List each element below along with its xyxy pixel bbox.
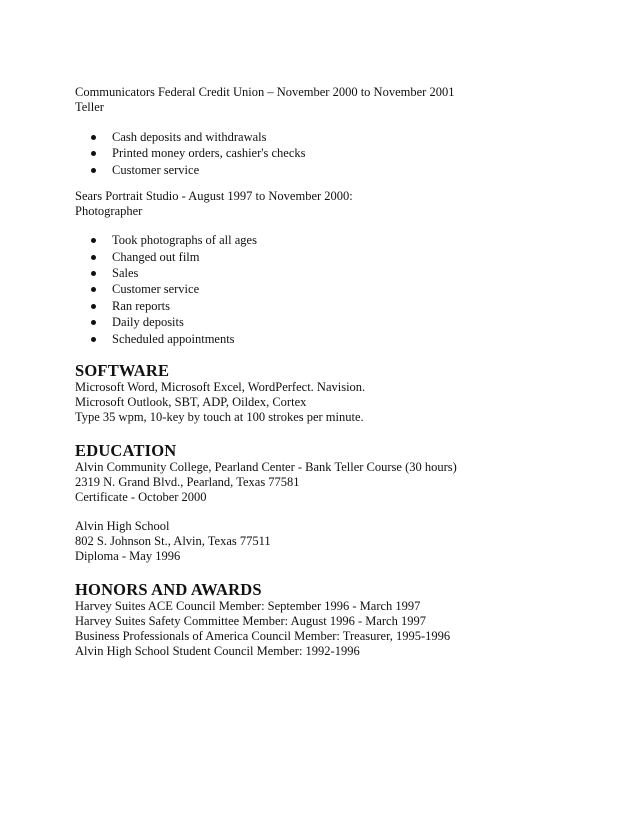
honors-section: [75, 581, 595, 659]
list-item: Daily deposits: [75, 314, 595, 330]
school-credential: Diploma - May 1996: [75, 548, 181, 563]
section-heading-education: EDUCATION: [75, 440, 177, 460]
bullet-icon: [91, 255, 96, 260]
honor-line: Harvey Suites Safety Committee Member: August 1996 - March 1997: [75, 613, 426, 628]
list-item: Changed out film: [75, 249, 595, 265]
list-item: Customer service: [75, 281, 595, 297]
honor-line: Harvey Suites ACE Council Member: September 1996 - March 1997: [75, 598, 421, 613]
list-item: Sales: [75, 265, 595, 281]
job-title: Teller: [75, 100, 104, 114]
job-duties-list: [75, 129, 595, 178]
software-line: Microsoft Outlook, SBT, ADP, Oildex, Cortex: [75, 394, 307, 409]
job-entry-sears: [75, 189, 595, 347]
bullet-icon: [91, 287, 96, 292]
bullet-icon: [91, 337, 96, 342]
honor-line: Business Professionals of America Council Member: Treasurer, 1995-1996: [75, 628, 451, 643]
section-heading-honors: HONORS AND AWARDS: [75, 579, 262, 599]
list-item: Printed money orders, cashier's checks: [75, 145, 595, 161]
school-address: 802 S. Johnson St., Alvin, Texas 77511: [75, 533, 271, 548]
software-section: [75, 362, 595, 425]
software-line: Microsoft Word, Microsoft Excel, WordPerfect. Navision.: [75, 379, 366, 394]
school-name: Alvin Community College, Pearland Center - Bank Teller Course (30 hours): [75, 459, 457, 474]
job-title: Photographer: [75, 204, 143, 219]
school-credential: Certificate - October 2000: [75, 489, 207, 504]
bullet-icon: [91, 238, 96, 243]
bullet-icon: [91, 320, 96, 325]
job-heading: Sears Portrait Studio - August 1997 to November 2000:: [75, 189, 353, 204]
list-item: Scheduled appointments: [75, 331, 595, 347]
resume-page: [75, 85, 595, 659]
bullet-icon: [91, 135, 96, 140]
job-heading: Communicators Federal Credit Union – November 2000 to November 2001: [75, 85, 455, 99]
education-section: [75, 442, 595, 564]
list-item: Took photographs of all ages: [75, 232, 595, 248]
section-heading-software: SOFTWARE: [75, 360, 170, 380]
school-name: Alvin High School: [75, 518, 170, 533]
job-duties-list: [75, 232, 595, 347]
school-address: 2319 N. Grand Blvd., Pearland, Texas 77581: [75, 474, 300, 489]
honor-line: Alvin High School Student Council Member: 1992-1996: [75, 643, 360, 658]
bullet-icon: [91, 271, 96, 276]
software-line: Type 35 wpm, 10-key by touch at 100 strokes per minute.: [75, 409, 364, 424]
school-entry-high-school: [75, 519, 595, 564]
list-item: Cash deposits and withdrawals: [75, 129, 595, 145]
school-entry-college: [75, 460, 595, 505]
job-entry-credit-union: [75, 85, 595, 178]
bullet-icon: [91, 304, 96, 309]
list-item: Ran reports: [75, 298, 595, 314]
bullet-icon: [91, 168, 96, 173]
list-item: Customer service: [75, 162, 595, 178]
bullet-icon: [91, 151, 96, 156]
